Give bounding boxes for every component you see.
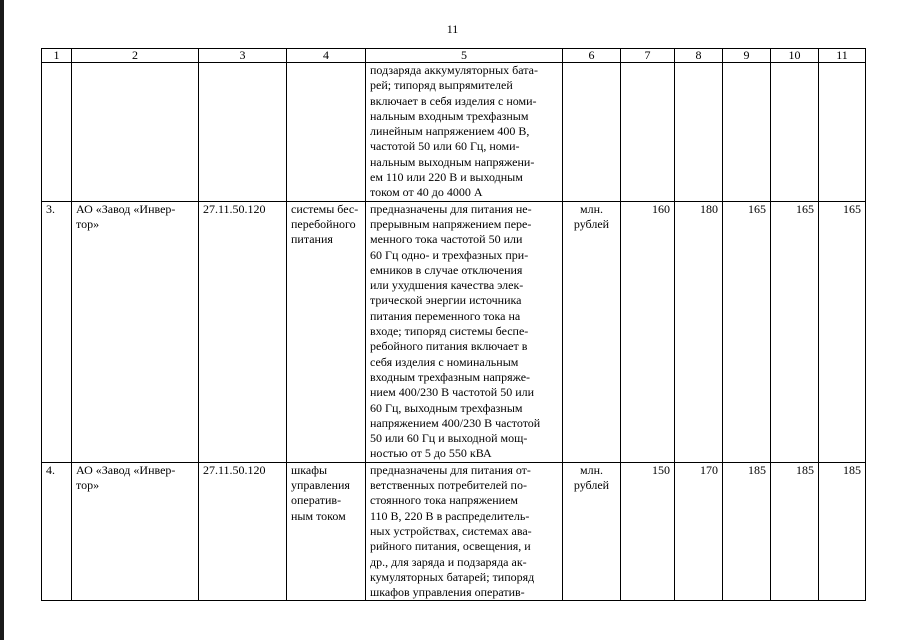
value-cell: 185 xyxy=(771,462,819,601)
value-cell: 165 xyxy=(723,201,771,462)
value-cell: 180 xyxy=(675,201,723,462)
data-table xyxy=(41,48,866,601)
value-cell: 185 xyxy=(819,462,866,601)
value-cell: 165 xyxy=(819,201,866,462)
organization-cell: АО «Завод «Инвер- тор» xyxy=(72,462,199,601)
row-number: 3. xyxy=(42,201,72,462)
table-row-continuation xyxy=(42,63,866,202)
value-cell: 185 xyxy=(723,462,771,601)
col-header: 10 xyxy=(771,49,819,63)
col-header: 8 xyxy=(675,49,723,63)
code-cell: 27.11.50.120 xyxy=(199,462,287,601)
col-header: 2 xyxy=(72,49,199,63)
col-header: 3 xyxy=(199,49,287,63)
table-row xyxy=(42,462,866,601)
col-header: 9 xyxy=(723,49,771,63)
description-cell: предназначены для питания от- ветственных потребителей по- стоянного тока напряжением 110 В, 220 В в распределитель- ных устройствах, системах ава- рийного питания, освещения, и др., для заряда и подзаряда ак- кумуляторных батарей; типоряд шкафов управления оператив- xyxy=(366,462,563,601)
product-cell: шкафы управления оператив- ным током xyxy=(287,462,366,601)
col-header: 11 xyxy=(819,49,866,63)
col-header: 7 xyxy=(621,49,675,63)
unit-cell: млн. рублей xyxy=(563,201,621,462)
value-cell: 160 xyxy=(621,201,675,462)
page-number: 11 xyxy=(446,22,459,36)
row-number: 4. xyxy=(42,462,72,601)
value-cell: 165 xyxy=(771,201,819,462)
col-header: 5 xyxy=(366,49,563,63)
scan-edge-bar xyxy=(0,0,4,640)
table-row xyxy=(42,201,866,462)
description-cell: предназначены для питания не- прерывным напряжением пере- менного тока частотой 50 или 60 Гц одно- и трехфазных при- емников в случае отключения или ухудшения качества элек- трической энергии источника питания переменного тока на входе; типоряд системы беспе- ребойного питания включает в себя изделия с номинальным входным трехфазным напряже- нием 400/230 В частотой 50 или 60 Гц, выходным трехфазным напряжением 400/230 В частотой 50 или 60 Гц и выходной мощ- ностью от 5 до 550 кВА xyxy=(366,201,563,462)
product-cell: системы бес- перебойного питания xyxy=(287,201,366,462)
code-cell: 27.11.50.120 xyxy=(199,201,287,462)
description-cell: подзаряда аккумуляторных бата- рей; типоряд выпрямителей включает в себя изделия с номи- нальным входным трехфазным линейным напряжением 400 В, частотой 50 или 60 Гц, номи- нальным выходным напряжени- ем 110 или 220 В и выходным током от 40 до 4000 А xyxy=(366,63,563,202)
value-cell: 150 xyxy=(621,462,675,601)
col-header: 4 xyxy=(287,49,366,63)
col-header: 6 xyxy=(563,49,621,63)
organization-cell: АО «Завод «Инвер- тор» xyxy=(72,201,199,462)
header-row xyxy=(42,49,866,63)
unit-cell: млн. рублей xyxy=(563,462,621,601)
value-cell: 170 xyxy=(675,462,723,601)
col-header: 1 xyxy=(42,49,72,63)
